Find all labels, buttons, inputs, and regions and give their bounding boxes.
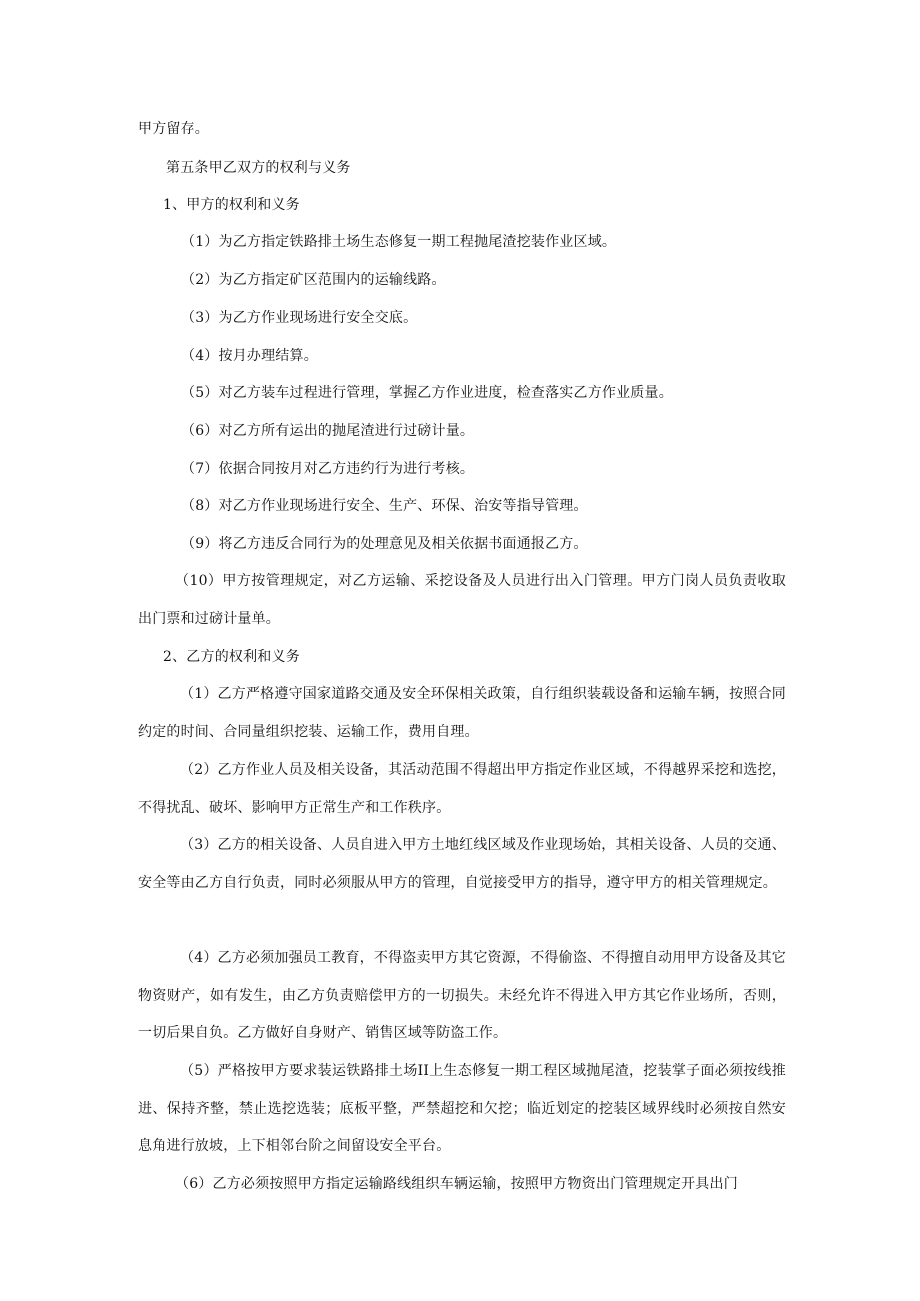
list-item: （7）依据合同按月对乙方违约行为进行考核。 xyxy=(181,461,475,477)
list-item: （5）对乙方装车过程进行管理，掌握乙方作业进度，检查落实乙方作业质量。 xyxy=(181,385,673,401)
list-item: （1）为乙方指定铁路排土场生态修复一期工程抛尾渣挖装作业区域。 xyxy=(181,234,617,250)
paragraph: （1）乙方严格遵守国家道路交通及安全环保相关政策，自行组织装载设备和运输车辆，按照合同约定的时间、合同量组织挖装、运输工作，费用自理。 xyxy=(138,686,786,740)
paragraph: （6）乙方必须按照甲方指定运输路线组织车辆运输，按照甲方物资出门管理规定开具出门 xyxy=(175,1176,738,1192)
paragraph: （4）乙方必须加强员工教育，不得盗卖甲方其它资源，不得偷盗、不得擅自动用甲方设备及其它物资财产，如有发生，由乙方负责赔偿甲方的一切损失。未经允许不得进入甲方其它作业场所，否则，一切后果自负。乙方做好自身财产、销售区域等防盗工作。 xyxy=(138,950,786,1041)
list-item: （2）为乙方指定矿区范围内的运输线路。 xyxy=(181,272,446,288)
section-heading-party-b: 2、乙方的权利和义务 xyxy=(163,649,300,665)
paragraph: （3）乙方的相关设备、人员自进入甲方土地红线区域及作业现场始，其相关设备、人员的交通、安全等由乙方自行负责，同时必须服从甲方的管理，自觉接受甲方的指导，遵守甲方的相关管理规定。 xyxy=(138,837,786,891)
list-item: （9）将乙方违反合同行为的处理意见及相关依据书面通报乙方。 xyxy=(181,536,588,552)
list-item: （6）对乙方所有运出的抛尾渣进行过磅计量。 xyxy=(181,423,475,439)
list-item: （4）按月办理结算。 xyxy=(181,348,318,364)
section-heading-party-a: 1、甲方的权利和义务 xyxy=(163,197,300,213)
paragraph: （2）乙方作业人员及相关设备，其活动范围不得超出甲方指定作业区域，不得越界采挖和选挖，不得扰乱、破坏、影响甲方正常生产和工作秩序。 xyxy=(138,762,786,816)
list-item: （3）为乙方作业现场进行安全交底。 xyxy=(181,310,418,326)
article-heading: 第五条甲乙双方的权利与义务 xyxy=(166,160,351,176)
list-item: （8）对乙方作业现场进行安全、生产、环保、治安等指导管理。 xyxy=(181,498,588,514)
paragraph: （10）甲方按管理规定，对乙方运输、采挖设备及人员进行出入门管理。甲方门岗人员负责收取出门票和过磅计量单。 xyxy=(138,573,786,627)
text-line-retained: 甲方留存。 xyxy=(138,121,209,137)
paragraph: （5）严格按甲方要求装运铁路排土场II上生态修复一期工程区域抛尾渣，挖装掌子面必须按线推进、保持齐整，禁止选挖选装；底板平整，严禁超挖和欠挖；临近划定的挖装区域界线时必须按自然安息角进行放坡，上下相邻台阶之间留设安全平台。 xyxy=(138,1063,786,1154)
